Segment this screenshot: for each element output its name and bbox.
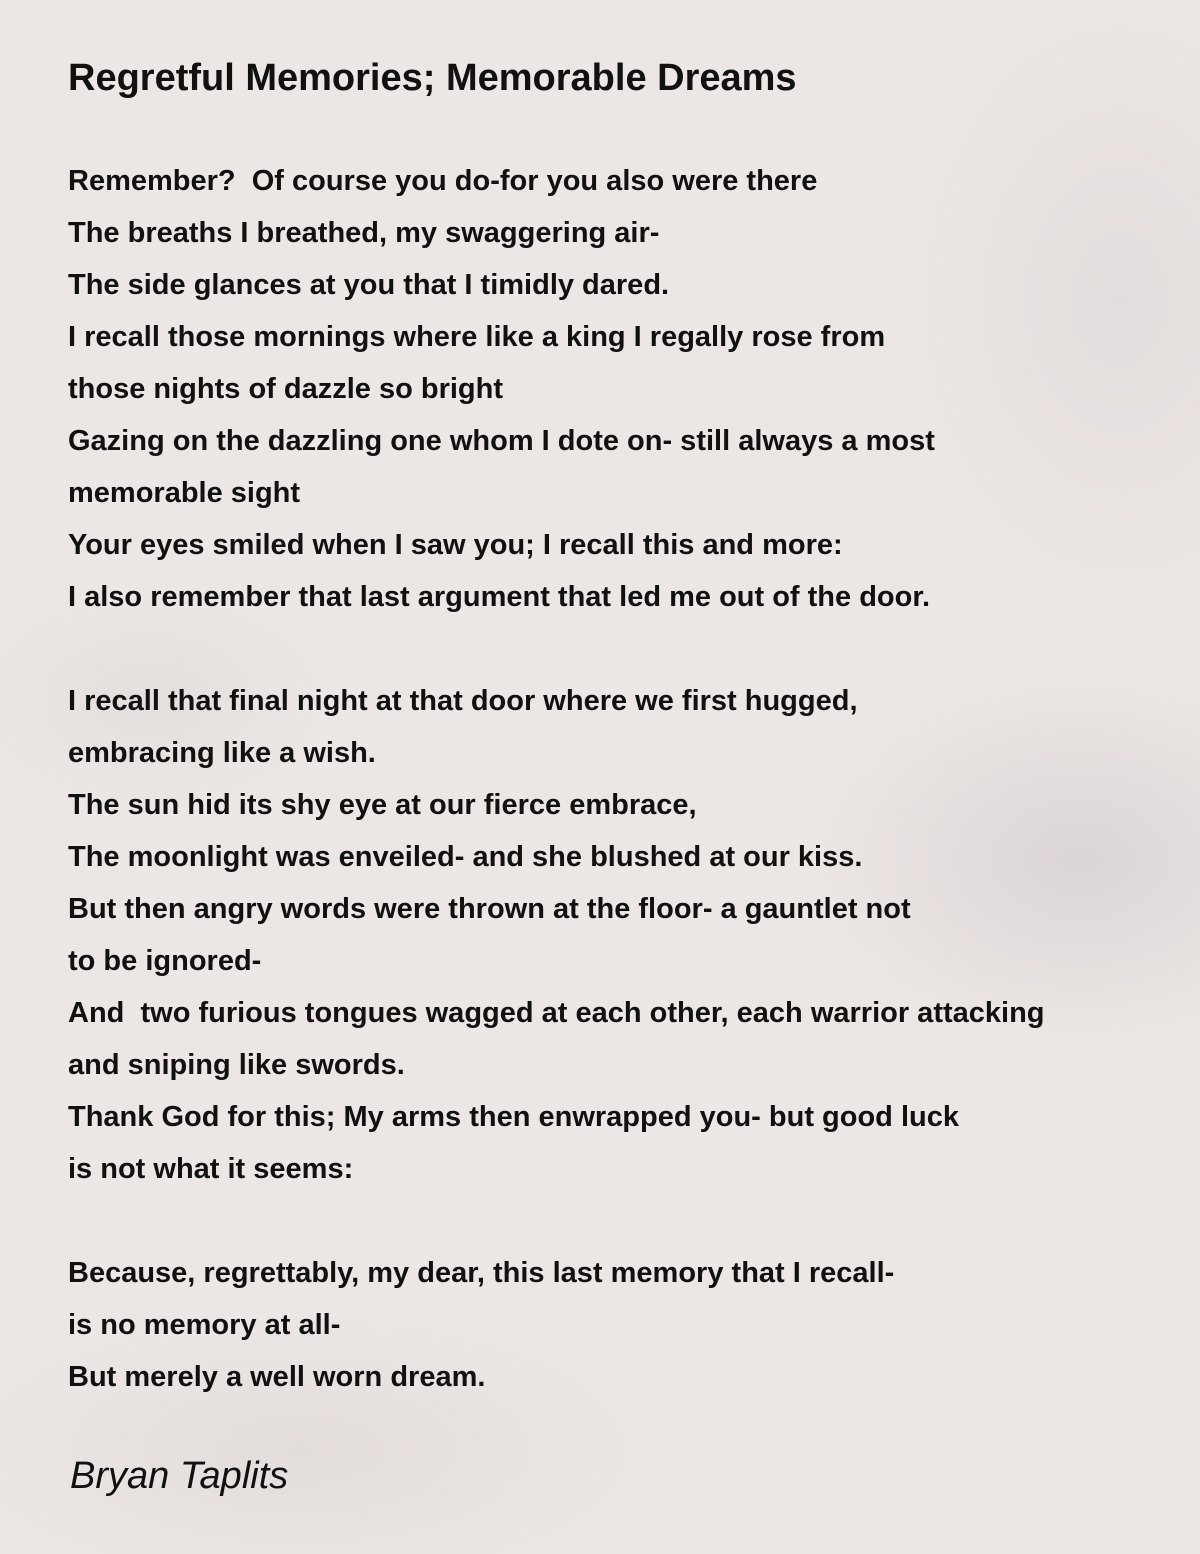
poem-author: Bryan Taplits <box>70 1455 289 1497</box>
poem-line: The breaths I breathed, my swaggering air- <box>68 217 660 249</box>
poem-line: I recall those mornings where like a king I regally rose from <box>68 321 886 353</box>
poem-line: is no memory at all- <box>68 1309 341 1341</box>
poem-title: Regretful Memories; Memorable Dreams <box>68 57 797 99</box>
poem-line: those nights of dazzle so bright <box>68 373 503 405</box>
poem-line: embracing like a wish. <box>68 737 376 769</box>
poem-line: And two furious tongues wagged at each other, each warrior attacking <box>68 997 1045 1029</box>
poem-line: Your eyes smiled when I saw you; I recall this and more: <box>68 529 843 561</box>
poem-line: The moonlight was enveiled- and she blushed at our kiss. <box>68 841 863 873</box>
stanza-1 <box>68 155 1188 623</box>
stanza-2 <box>68 675 1188 1195</box>
poem-line: The sun hid its shy eye at our fierce embrace, <box>68 789 697 821</box>
poem-line: The side glances at you that I timidly dared. <box>68 269 670 301</box>
poem-line: I recall that final night at that door where we first hugged, <box>68 685 858 717</box>
poem-line: to be ignored- <box>68 945 262 977</box>
poem-line: But merely a well worn dream. <box>68 1361 486 1393</box>
poem-line: Because, regrettably, my dear, this last memory that I recall- <box>68 1257 895 1289</box>
poem-line: memorable sight <box>68 477 301 509</box>
poem-line: Thank God for this; My arms then enwrapped you- but good luck <box>68 1101 959 1133</box>
poem-line: and sniping like swords. <box>68 1049 405 1081</box>
poem-line: I also remember that last argument that led me out of the door. <box>68 581 931 613</box>
stanza-3 <box>68 1247 1188 1403</box>
poem-line: But then angry words were thrown at the floor- a gauntlet not <box>68 893 911 925</box>
poem-body <box>68 155 1188 1455</box>
poem-line: Remember? Of course you do-for you also were there <box>68 165 818 197</box>
poem-line: Gazing on the dazzling one whom I dote on- still always a most <box>68 425 935 457</box>
poem-line: is not what it seems: <box>68 1153 354 1185</box>
